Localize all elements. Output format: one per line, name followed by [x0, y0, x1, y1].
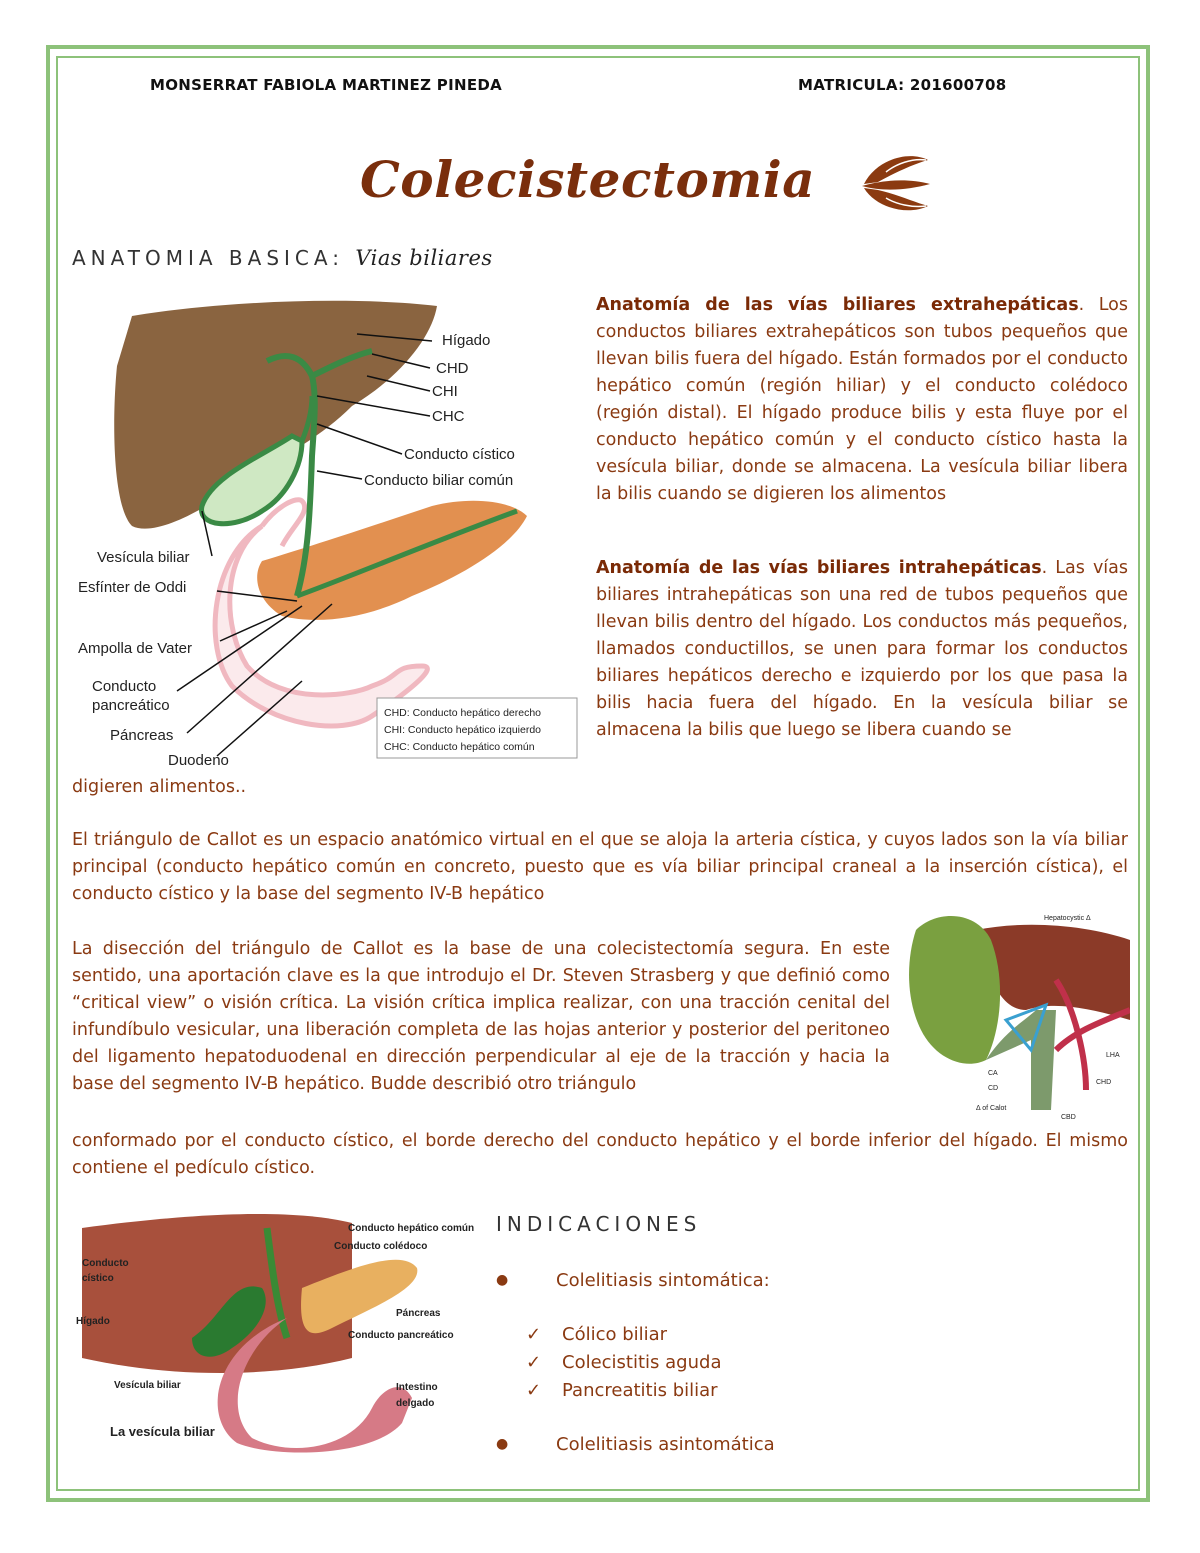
- label-higado: Hígado: [442, 332, 491, 349]
- label-vesicula: Vesícula biliar: [97, 549, 190, 566]
- checkmark-icon: ✓: [526, 1324, 542, 1345]
- leaf-ornament-icon: [856, 150, 932, 216]
- paragraph-extrahepaticas-text: . Los conductos biliares extrahepáticos son tubos pequeños que llevan bilis fuera del hígado. Están formados por el conducto hepático común (región hiliar) y el conducto colédoco (región distal). El hígado produce bilis y esta fluye por el conducto hepático común y el conducto cístico hasta la vesícula biliar, donde se almacena. La vesícula biliar libera la bilis cuando se digieren los alimentos: [596, 295, 1128, 504]
- fig3-caption: La vesícula biliar: [110, 1424, 215, 1439]
- label-pancreas: Páncreas: [110, 727, 174, 744]
- section-heading-anatomia: [72, 246, 493, 270]
- legend-chd: CHD: Conducto hepático derecho: [384, 707, 542, 719]
- fig3-label-cistico-1: Conducto: [82, 1258, 129, 1269]
- bullet-icon: ●: [496, 1272, 509, 1288]
- paragraph-intrahepaticas-title: Anatomía de las vías biliares intrahepáticas: [596, 558, 1042, 578]
- list-item-text: Colelitiasis sintomática:: [556, 1270, 770, 1291]
- calot-label-ca: CA: [988, 1070, 998, 1077]
- label-conducto-pancreatico-1: Conducto: [92, 678, 157, 695]
- check-text: Colecistitis aguda: [562, 1352, 722, 1373]
- calot-label-title: Hepatocystic Δ: [1044, 915, 1091, 922]
- check-text: Pancreatitis biliar: [562, 1380, 718, 1401]
- author-name: MONSERRAT FABIOLA MARTINEZ PINEDA: [150, 76, 503, 94]
- paragraph-diseccion: La disección del triángulo de Callot es la base de una colecistectomía segura. En este sentido, una aportación clave es la que introdujo el Dr. Steven Strasberg y que definió como “critical view” o visión crítica. La visión crítica implica realizar, con una tracción cenital del infundíbulo vesicular, una liberación completa de las hojas anterior y posterior del peritoneo del ligamento hepatoduodenal en dirección perpendicular al eje de la tracción y hacia la base del segmento IV-B hepático. Budde describió otro triángulo: [72, 939, 890, 1094]
- label-comun: Conducto biliar común: [364, 472, 514, 489]
- check-text: Cólico biliar: [562, 1324, 668, 1345]
- section-heading-indicaciones: INDICACIONES: [496, 1212, 702, 1236]
- paragraph-intrahepaticas-tail: digieren alimentos..: [72, 777, 247, 797]
- fig3-label-cistico-2: cístico: [82, 1273, 114, 1284]
- student-id: MATRICULA: 201600708: [798, 76, 1007, 94]
- checkmark-icon: ✓: [526, 1380, 542, 1401]
- label-cistico: Conducto cístico: [404, 446, 515, 463]
- list-item-text: Colelitiasis asintomática: [556, 1434, 775, 1455]
- fig3-label-higado: Hígado: [76, 1316, 110, 1327]
- label-chi: CHI: [432, 383, 458, 400]
- legend-chi: CHI: Conducto hepático izquierdo: [384, 724, 542, 736]
- calot-label-chd: CHD: [1096, 1079, 1112, 1086]
- fig3-label-pancreatico: Conducto pancreático: [348, 1330, 454, 1341]
- section-subheading: Vias biliares: [355, 246, 493, 270]
- calot-label-cbd: CBD: [1061, 1114, 1076, 1121]
- calot-triangle-diagram: [906, 910, 1130, 1125]
- paragraph-callot: El triángulo de Callot es un espacio anatómico virtual en el que se aloja la arteria cística, y cuyos lados son la vía biliar principal (conducto hepático común en concreto, puesto que es vía biliar principal craneal a la inserción cística), el conducto cístico y la base del segmento IV-B hepático: [72, 830, 1128, 904]
- paragraph-extrahepaticas: [596, 292, 1128, 508]
- label-oddi: Esfínter de Oddi: [78, 579, 187, 596]
- fig3-label-coledoco: Conducto colédoco: [334, 1241, 428, 1252]
- label-duodeno: Duodeno: [168, 752, 229, 769]
- gallbladder-illustration: [72, 1208, 482, 1460]
- calot-label-cd: CD: [988, 1085, 999, 1092]
- bullet-icon: ●: [496, 1436, 509, 1452]
- biliary-anatomy-diagram: [72, 296, 582, 776]
- legend-chc: CHC: Conducto hepático común: [384, 741, 535, 753]
- checkmark-icon: ✓: [526, 1352, 542, 1373]
- fig3-label-vesicula: Vesícula biliar: [114, 1380, 181, 1391]
- indicaciones-list: [490, 1262, 1130, 1462]
- paragraph-intrahepaticas: [596, 555, 1128, 744]
- fig3-label-pancreas: Páncreas: [396, 1308, 441, 1319]
- fig3-label-hepatico: Conducto hepático común: [348, 1223, 475, 1234]
- page-title: Colecistectomia: [360, 150, 816, 209]
- calot-label-calot: Δ of Calot: [976, 1105, 1007, 1112]
- label-chd: CHD: [436, 360, 469, 377]
- paragraph-intrahepaticas-text: . Las vías biliares intrahepáticas son una red de tubos pequeños que llevan bilis dentro del hígado. Los conductos más pequeños, llamados conductillos, se unen para formar los conductos biliares hepáticos derecho e izquierdo por los que pasa la bilis hacia fuera del hígado. En la vesícula biliar se almacena la bilis que luego se libera cuando se: [596, 558, 1128, 740]
- label-vater: Ampolla de Vater: [78, 640, 192, 657]
- paragraph-diseccion-tail: conformado por el conducto cístico, el borde derecho del conducto hepático y el borde inferior del hígado. El mismo contiene el pedículo cístico.: [72, 1131, 1128, 1178]
- fig3-label-intestino-1: Intestino: [396, 1382, 438, 1393]
- fig3-label-intestino-2: delgado: [396, 1398, 435, 1409]
- calot-label-lha: LHA: [1106, 1052, 1120, 1059]
- paragraph-extrahepaticas-title: Anatomía de las vías biliares extrahepáticas: [596, 295, 1079, 315]
- label-conducto-pancreatico-2: pancreático: [92, 697, 170, 714]
- section-heading-text: ANATOMIA BASICA:: [72, 246, 344, 270]
- label-chc: CHC: [432, 408, 465, 425]
